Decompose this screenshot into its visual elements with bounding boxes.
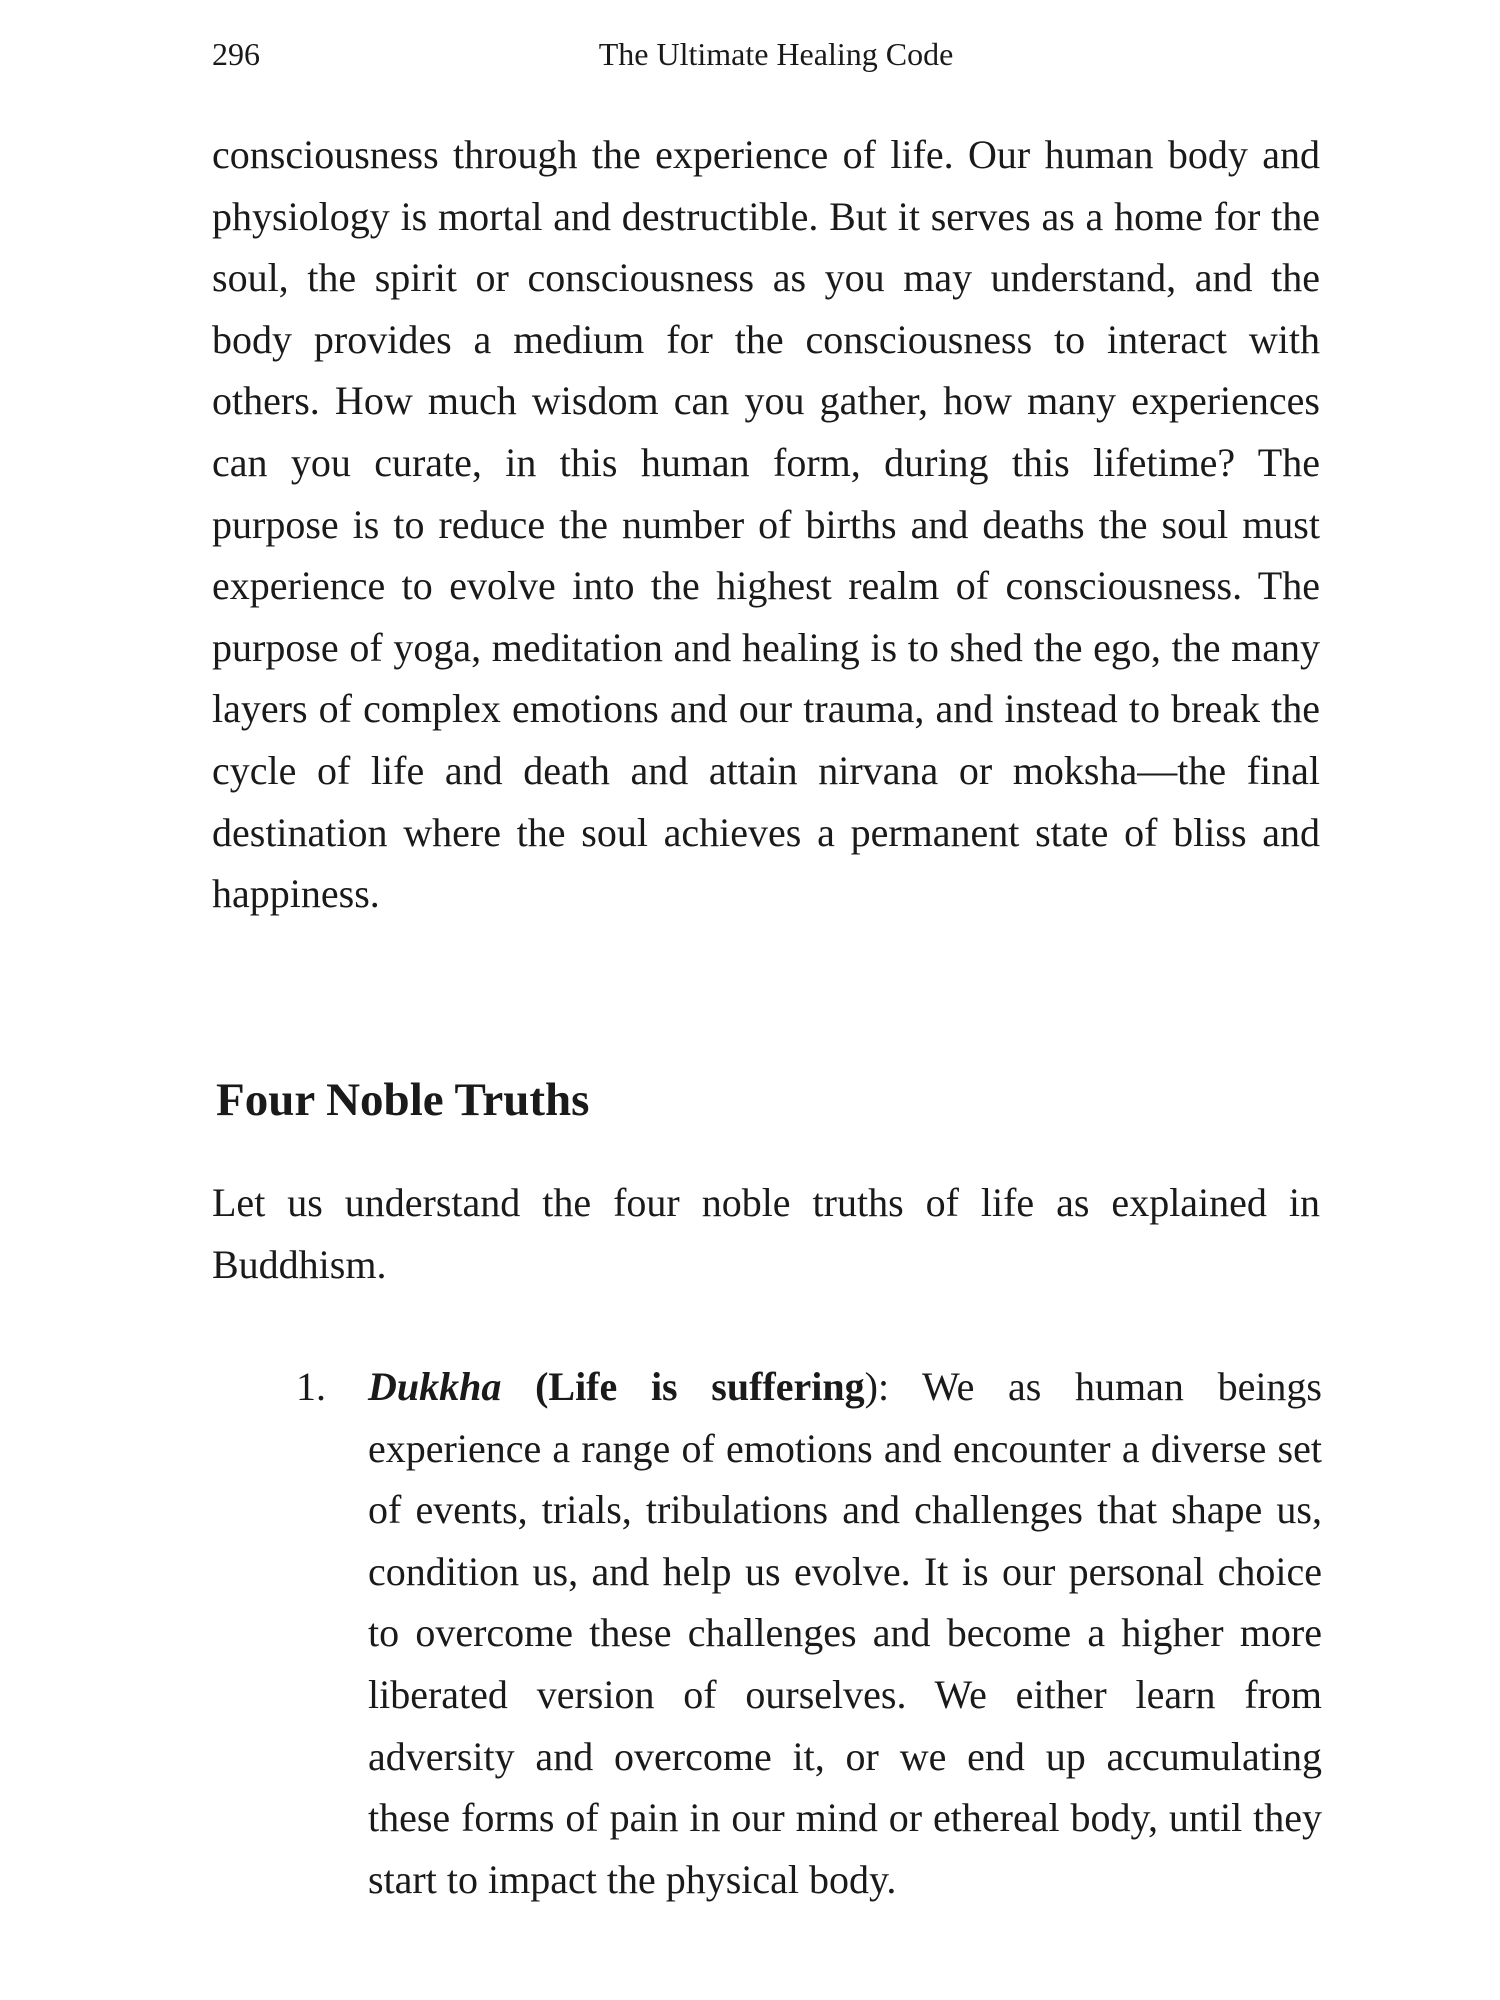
list-item-gloss: (Life is suffering: [501, 1364, 865, 1409]
list-item-gloss-close: ):: [864, 1364, 923, 1409]
running-header: [212, 36, 1320, 76]
section-heading: Four Noble Truths: [216, 1074, 590, 1126]
section-lead-paragraph: Let us understand the four noble truths of life as explained in Buddhism.: [212, 1180, 1320, 1287]
book-title: The Ultimate Healing Code: [598, 36, 954, 72]
list-item-number: 1.: [296, 1364, 326, 1409]
list-item-body: [368, 1356, 1322, 1910]
intro-paragraph: consciousness through the experience of life. Our human body and physiology is mortal and destructible. But it serves as a home for the soul, the spirit or consciousness as you may understand, and the body provides a medium for the consciousness to interact with others. How much wisdom can you gather, how many experiences can you curate, in this human form, during this lifetime? The purpose is to reduce the number of births and deaths the soul must experience to evolve into the highest realm of consciousness. The purpose of yoga, meditation and healing is to shed the ego, the many layers of complex emotions and our trauma, and instead to break the cycle of life and death and attain nirvana or moksha—the final destination where the soul achieves a permanent state of bliss and happiness.: [212, 132, 1320, 917]
list-item-term: Dukkha: [368, 1364, 502, 1409]
page-number: 296: [212, 36, 260, 72]
list-item-text: We as human beings experience a range of emotions and encounter a diverse set of events, trials, tribulations and challenges that shape us, condition us, and help us evolve. It is our personal choice to overcome these challenges and become a higher more liberated version of ourselves. We either learn from adversity and overcome it, or we end up accumulating these forms of pain in our mind or ethereal body, until they start to impact the physical body.: [368, 1364, 1322, 1902]
